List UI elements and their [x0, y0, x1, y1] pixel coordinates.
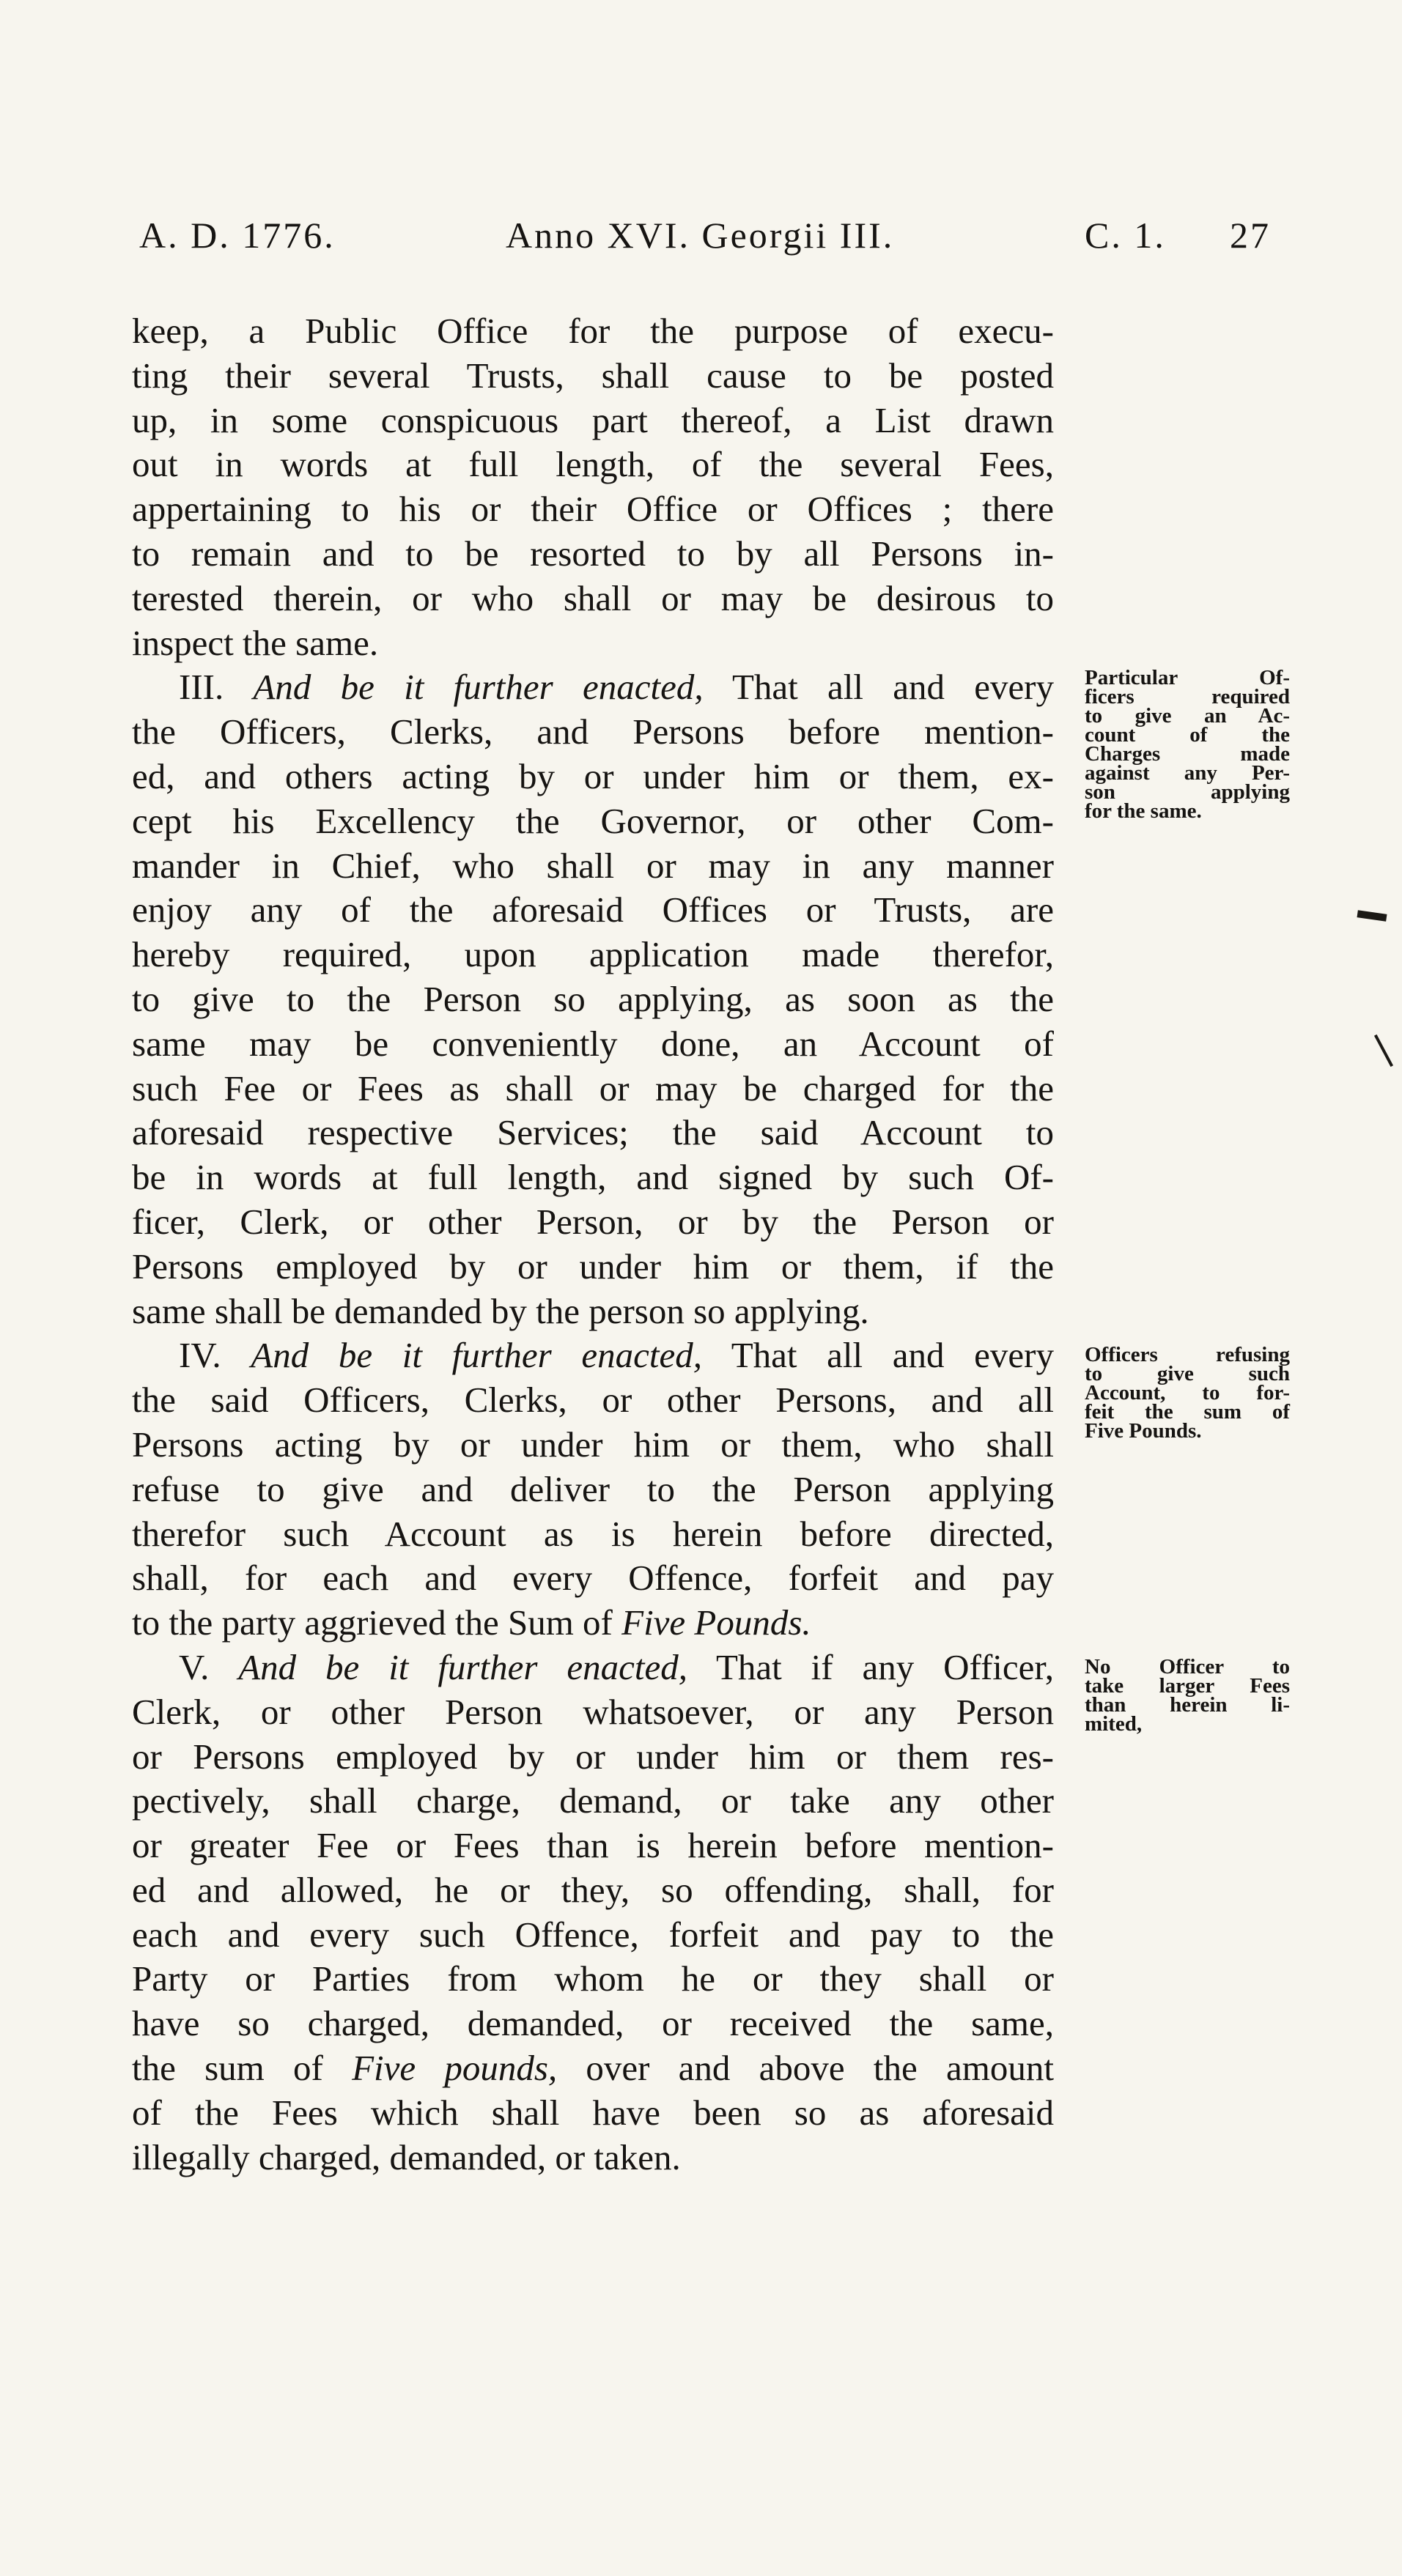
text-line [132, 665, 1054, 710]
italic-phrase: And be it further enacted, [251, 1335, 702, 1376]
statute-text [132, 309, 1054, 2180]
scan-mark [1357, 910, 1387, 921]
text-line [132, 1245, 1054, 1289]
margin-note-officers-refusing [1085, 1343, 1290, 1443]
margin-note-line: Account, to for- [1085, 1381, 1290, 1404]
text-run: the Officers, Clerks, and Persons before mention- [132, 711, 1054, 752]
text-line [132, 354, 1054, 399]
text-run: Clerk, or other Person whatsoever, or any Person [132, 1691, 1054, 1732]
text-line [132, 2136, 1054, 2180]
text-run: pectively, shall charge, demand, or take any other [132, 1780, 1054, 1821]
text-run: That all and every [703, 667, 1055, 708]
text-run: up, in some conspicuous part thereof, a List drawn [132, 399, 1054, 440]
margin-note-line: mited, [1085, 1712, 1143, 1736]
text-line [132, 1957, 1054, 2002]
text-line [132, 1690, 1054, 1735]
text-line [132, 1155, 1054, 1200]
margin-note-line: son applying [1085, 780, 1290, 804]
margin-note-line: ficers required [1085, 685, 1290, 708]
text-line [132, 621, 1054, 666]
margin-note-no-officer [1085, 1655, 1290, 1736]
italic-phrase: Five Pounds. [621, 1602, 811, 1643]
scan-mark [1374, 1035, 1393, 1067]
header-year: A. D. 1776. [139, 215, 336, 256]
italic-phrase: And be it further enacted, [253, 667, 704, 708]
text-line [132, 1067, 1054, 1111]
text-run: That all and every [701, 1335, 1054, 1376]
margin-note-line: No Officer to [1085, 1655, 1290, 1679]
margin-note-line: Officers refusing [1085, 1343, 1290, 1366]
text-run: be in words at full length, and signed by such Of- [132, 1157, 1054, 1198]
text-line [132, 1779, 1054, 1824]
text-line [132, 487, 1054, 532]
text-run: to give to the Person so applying, as soon as the [132, 978, 1054, 1019]
text-run: aforesaid respective Services; the said Account to [132, 1112, 1054, 1153]
text-run: shall, for each and every Offence, forfeit and pay [132, 1558, 1054, 1599]
text-run: illegally charged, demanded, or taken. [132, 2136, 681, 2177]
text-run: the said Officers, Clerks, or other Persons, and all [132, 1380, 1054, 1421]
text-run: appertaining to his or their Office or Offices ; there [132, 489, 1054, 530]
text-run: have so charged, demanded, or received the same, [132, 2003, 1054, 2044]
text-line [132, 1022, 1054, 1067]
text-run: of the Fees which shall have been so as aforesaid [132, 2092, 1054, 2133]
text-line [132, 1556, 1054, 1601]
text-run: to remain and to be resorted to by all Persons in- [132, 533, 1054, 574]
text-line [132, 710, 1054, 755]
italic-phrase: And be it further enacted, [238, 1646, 687, 1687]
text-run: mander in Chief, who shall or may in any manner [132, 845, 1054, 886]
text-run: V. [179, 1646, 239, 1687]
text-run: refuse to give and deliver to the Person applying [132, 1468, 1054, 1509]
text-run: enjoy any of the aforesaid Offices or Trusts, are [132, 889, 1054, 930]
text-line [132, 755, 1054, 799]
text-line [132, 2091, 1054, 2136]
text-line [132, 977, 1054, 1022]
text-line [132, 2046, 1054, 2091]
text-line [132, 1200, 1054, 1245]
text-run: Persons acting by or under him or them, who shall [132, 1424, 1054, 1465]
text-line [132, 1467, 1054, 1512]
margin-note-line: than herein li- [1085, 1693, 1290, 1717]
text-line [132, 309, 1054, 354]
text-line [132, 1868, 1054, 1913]
italic-phrase: Five pounds, [352, 2048, 558, 2089]
text-run: or greater Fee or Fees than is herein before mention- [132, 1825, 1054, 1866]
text-run: ficer, Clerk, or other Person, or by the Person or [132, 1201, 1054, 1242]
text-line [132, 1913, 1054, 1958]
text-run: ed, and others acting by or under him or them, ex- [132, 755, 1054, 796]
text-run: ed and allowed, he or they, so offending, shall, for [132, 1869, 1054, 1910]
text-run: over and above the amount [557, 2048, 1054, 2089]
text-line [132, 532, 1054, 577]
text-line [132, 1646, 1054, 1690]
text-run: same shall be demanded by the person so applying. [132, 1290, 869, 1331]
text-run: keep, a Public Office for the purpose of execu- [132, 311, 1054, 351]
text-line [132, 2002, 1054, 2046]
text-line [132, 1824, 1054, 1868]
text-run: inspect the same. [132, 622, 379, 663]
text-run: the sum of [132, 2048, 353, 2089]
text-run: therefor such Account as is herein before directed, [132, 1513, 1054, 1554]
header-regnal-year: Anno XVI. Georgii III. [506, 215, 895, 256]
text-line [132, 933, 1054, 977]
margin-note-line: to give such [1085, 1362, 1290, 1385]
text-run: Persons employed by or under him or them, if the [132, 1246, 1054, 1287]
text-line [132, 1333, 1054, 1378]
text-run: IV. [179, 1335, 251, 1376]
text-run: hereby required, upon application made therefor, [132, 934, 1054, 975]
text-line [132, 1423, 1054, 1467]
text-line [132, 577, 1054, 621]
text-run: terested therein, or who shall or may be desirous to [132, 577, 1054, 618]
text-line [132, 1289, 1054, 1334]
text-line [132, 1512, 1054, 1557]
text-run: such Fee or Fees as shall or may be charged for the [132, 1067, 1054, 1109]
text-line [132, 1601, 1054, 1646]
text-run: each and every such Offence, forfeit and pay to the [132, 1914, 1054, 1955]
text-run: or Persons employed by or under him or them res- [132, 1736, 1054, 1777]
text-line [132, 1111, 1054, 1155]
text-run: That if any Officer, [687, 1646, 1054, 1687]
margin-note-line: count of the [1085, 723, 1290, 747]
margin-note-line: to give an Ac- [1085, 704, 1290, 728]
text-line [132, 888, 1054, 933]
margin-note-line: against any Per- [1085, 761, 1290, 785]
header-chapter: C. 1. [1085, 215, 1166, 256]
margin-note-line: for the same. [1085, 799, 1202, 823]
margin-note-line: feit the sum of [1085, 1400, 1290, 1424]
text-run: same may be conveniently done, an Account of [132, 1023, 1054, 1064]
text-run: to the party aggrieved the Sum of [132, 1602, 622, 1643]
text-line [132, 844, 1054, 889]
margin-note-line: Charges made [1085, 742, 1290, 766]
running-header [139, 214, 1283, 273]
text-line [132, 799, 1054, 844]
text-run: out in words at full length, of the several Fees, [132, 444, 1054, 485]
margin-note-line: Five Pounds. [1085, 1419, 1202, 1443]
text-run: Party or Parties from whom he or they shall or [132, 1958, 1054, 1999]
text-line [132, 399, 1054, 443]
text-line [132, 1378, 1054, 1423]
text-run: cept his Excellency the Governor, or other Com- [132, 800, 1054, 841]
margin-note-particular-officers [1085, 668, 1290, 821]
text-line [132, 443, 1054, 487]
margin-note-line: take larger Fees [1085, 1674, 1290, 1698]
page-number: 27 [1230, 215, 1271, 256]
margin-note-line: Particular Of- [1085, 666, 1290, 689]
text-line [132, 1735, 1054, 1780]
text-run: ting their several Trusts, shall cause to be posted [132, 355, 1054, 396]
text-run: III. [179, 667, 254, 708]
